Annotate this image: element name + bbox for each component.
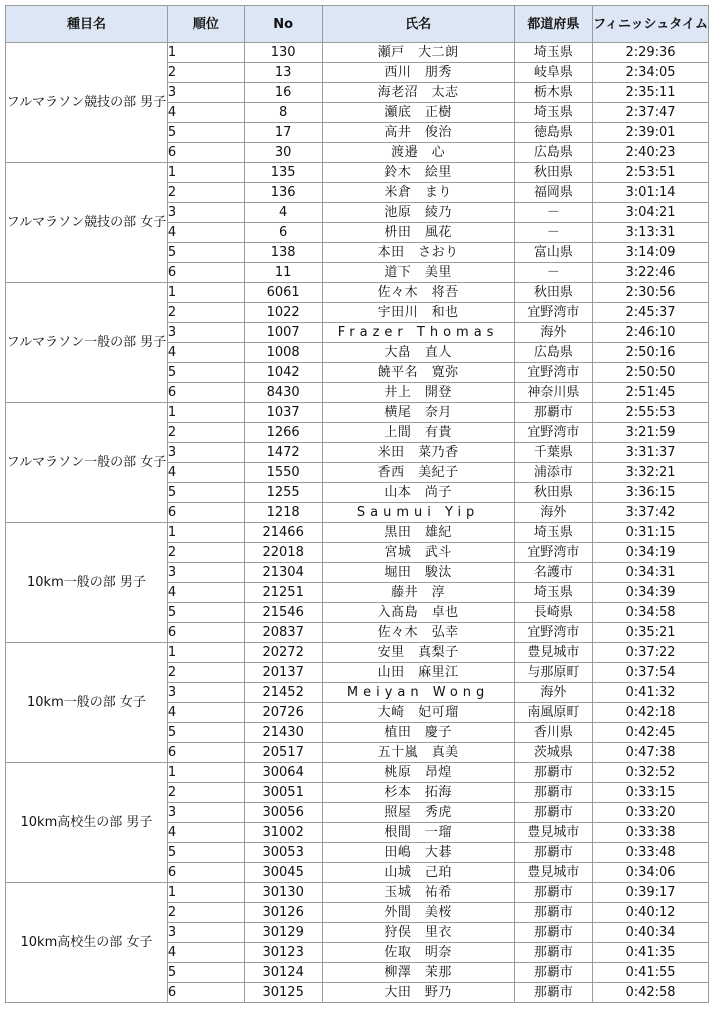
rank-cell: 2 <box>167 783 244 803</box>
rank-cell: 1 <box>167 283 244 303</box>
name-cell: 佐々木 将吾 <box>322 283 514 303</box>
rank-cell: 3 <box>167 443 244 463</box>
name-cell: 山本 尚子 <box>322 483 514 503</box>
number-cell: 21466 <box>244 523 322 543</box>
finish-time-cell: 2:29:36 <box>593 43 709 63</box>
number-cell: 1472 <box>244 443 322 463</box>
prefecture-cell: 那覇市 <box>514 763 592 783</box>
number-cell: 1007 <box>244 323 322 343</box>
number-cell: 21452 <box>244 683 322 703</box>
finish-time-cell: 2:39:01 <box>593 123 709 143</box>
prefecture-cell: 富山県 <box>514 243 592 263</box>
number-cell: 30056 <box>244 803 322 823</box>
prefecture-cell: 豊見城市 <box>514 863 592 883</box>
name-cell: 大田 野乃 <box>322 983 514 1003</box>
name-cell: 田嶋 大碁 <box>322 843 514 863</box>
name-cell: 枡田 風花 <box>322 223 514 243</box>
table-row <box>6 43 709 63</box>
rank-cell: 6 <box>167 863 244 883</box>
finish-time-cell: 0:34:58 <box>593 603 709 623</box>
name-cell: 植田 慶子 <box>322 723 514 743</box>
finish-time-cell: 3:21:59 <box>593 423 709 443</box>
rank-cell: 3 <box>167 203 244 223</box>
finish-time-cell: 0:31:15 <box>593 523 709 543</box>
name-cell: 佐取 明奈 <box>322 943 514 963</box>
number-cell: 20137 <box>244 663 322 683</box>
finish-time-cell: 0:34:06 <box>593 863 709 883</box>
rank-cell: 5 <box>167 123 244 143</box>
number-cell: 136 <box>244 183 322 203</box>
finish-time-cell: 0:34:19 <box>593 543 709 563</box>
number-cell: 1255 <box>244 483 322 503</box>
rank-cell: 5 <box>167 963 244 983</box>
rank-cell: 5 <box>167 603 244 623</box>
rank-cell: 2 <box>167 303 244 323</box>
number-cell: 30053 <box>244 843 322 863</box>
rank-cell: 2 <box>167 63 244 83</box>
rank-cell: 5 <box>167 723 244 743</box>
prefecture-cell: 宜野湾市 <box>514 423 592 443</box>
name-cell: 狩俣 里衣 <box>322 923 514 943</box>
name-cell: Saumui Yip <box>322 503 514 523</box>
finish-time-cell: 0:42:45 <box>593 723 709 743</box>
name-cell: Frazer Thomas <box>322 323 514 343</box>
header-category: 種目名 <box>6 6 168 43</box>
results-body <box>6 43 709 1003</box>
finish-time-cell: 3:31:37 <box>593 443 709 463</box>
rank-cell: 2 <box>167 903 244 923</box>
name-cell: 海老沼 太志 <box>322 83 514 103</box>
rank-cell: 1 <box>167 763 244 783</box>
header-finish-time: フィニッシュタイム <box>593 6 709 43</box>
prefecture-cell: 栃木県 <box>514 83 592 103</box>
finish-time-cell: 2:35:11 <box>593 83 709 103</box>
number-cell: 135 <box>244 163 322 183</box>
header-name: 氏名 <box>322 6 514 43</box>
prefecture-cell: 神奈川県 <box>514 383 592 403</box>
rank-cell: 2 <box>167 663 244 683</box>
header-rank: 順位 <box>167 6 244 43</box>
category-name: フルマラソン一般の部 女子 <box>6 403 168 523</box>
finish-time-cell: 2:53:51 <box>593 163 709 183</box>
prefecture-cell: 香川県 <box>514 723 592 743</box>
name-cell: 杉本 拓海 <box>322 783 514 803</box>
prefecture-cell: 広島県 <box>514 143 592 163</box>
number-cell: 6 <box>244 223 322 243</box>
number-cell: 8 <box>244 103 322 123</box>
rank-cell: 4 <box>167 103 244 123</box>
rank-cell: 3 <box>167 803 244 823</box>
rank-cell: 5 <box>167 483 244 503</box>
number-cell: 30 <box>244 143 322 163</box>
number-cell: 30125 <box>244 983 322 1003</box>
rank-cell: 1 <box>167 523 244 543</box>
rank-cell: 6 <box>167 503 244 523</box>
name-cell: 佐々木 弘幸 <box>322 623 514 643</box>
prefecture-cell: 徳島県 <box>514 123 592 143</box>
table-row <box>6 643 709 663</box>
number-cell: 1266 <box>244 423 322 443</box>
prefecture-cell: 海外 <box>514 323 592 343</box>
table-row <box>6 763 709 783</box>
rank-cell: 1 <box>167 43 244 63</box>
finish-time-cell: 0:39:17 <box>593 883 709 903</box>
rank-cell: 4 <box>167 463 244 483</box>
name-cell: 渡邉 心 <box>322 143 514 163</box>
number-cell: 30123 <box>244 943 322 963</box>
prefecture-cell: 宜野湾市 <box>514 363 592 383</box>
prefecture-cell: 那覇市 <box>514 843 592 863</box>
finish-time-cell: 2:51:45 <box>593 383 709 403</box>
number-cell: 17 <box>244 123 322 143</box>
category-name: 10km高校生の部 女子 <box>6 883 168 1003</box>
name-cell: 大崎 妃可瑠 <box>322 703 514 723</box>
name-cell: 香西 美紀子 <box>322 463 514 483</box>
name-cell: 瀬戸 大二朗 <box>322 43 514 63</box>
finish-time-cell: 2:55:53 <box>593 403 709 423</box>
number-cell: 8430 <box>244 383 322 403</box>
prefecture-cell: 秋田県 <box>514 283 592 303</box>
rank-cell: 4 <box>167 703 244 723</box>
finish-time-cell: 2:45:37 <box>593 303 709 323</box>
name-cell: 入髙島 卓也 <box>322 603 514 623</box>
name-cell: 照屋 秀虎 <box>322 803 514 823</box>
prefecture-cell: 那覇市 <box>514 403 592 423</box>
name-cell: 上間 有貴 <box>322 423 514 443</box>
rank-cell: 2 <box>167 423 244 443</box>
finish-time-cell: 3:01:14 <box>593 183 709 203</box>
prefecture-cell: 那覇市 <box>514 883 592 903</box>
finish-time-cell: 3:13:31 <box>593 223 709 243</box>
prefecture-cell: 与那原町 <box>514 663 592 683</box>
finish-time-cell: 0:35:21 <box>593 623 709 643</box>
prefecture-cell: 茨城県 <box>514 743 592 763</box>
finish-time-cell: 0:42:58 <box>593 983 709 1003</box>
rank-cell: 6 <box>167 983 244 1003</box>
name-cell: 本田 さおり <box>322 243 514 263</box>
finish-time-cell: 0:47:38 <box>593 743 709 763</box>
number-cell: 22018 <box>244 543 322 563</box>
prefecture-cell: 那覇市 <box>514 803 592 823</box>
number-cell: 30126 <box>244 903 322 923</box>
finish-time-cell: 0:33:48 <box>593 843 709 863</box>
number-cell: 31002 <box>244 823 322 843</box>
finish-time-cell: 0:41:32 <box>593 683 709 703</box>
number-cell: 20272 <box>244 643 322 663</box>
finish-time-cell: 0:32:52 <box>593 763 709 783</box>
prefecture-cell: － <box>514 223 592 243</box>
finish-time-cell: 2:37:47 <box>593 103 709 123</box>
name-cell: 黒田 雄紀 <box>322 523 514 543</box>
table-row <box>6 523 709 543</box>
number-cell: 1008 <box>244 343 322 363</box>
number-cell: 11 <box>244 263 322 283</box>
prefecture-cell: 南風原町 <box>514 703 592 723</box>
name-cell: 米倉 まり <box>322 183 514 203</box>
prefecture-cell: 那覇市 <box>514 923 592 943</box>
number-cell: 21304 <box>244 563 322 583</box>
finish-time-cell: 0:34:39 <box>593 583 709 603</box>
finish-time-cell: 3:14:09 <box>593 243 709 263</box>
name-cell: 外間 美桜 <box>322 903 514 923</box>
number-cell: 1042 <box>244 363 322 383</box>
prefecture-cell: 豊見城市 <box>514 823 592 843</box>
name-cell: 高井 俊治 <box>322 123 514 143</box>
number-cell: 20517 <box>244 743 322 763</box>
number-cell: 30045 <box>244 863 322 883</box>
name-cell: 藤井 淳 <box>322 583 514 603</box>
number-cell: 13 <box>244 63 322 83</box>
name-cell: 桃原 昂煌 <box>322 763 514 783</box>
finish-time-cell: 0:40:34 <box>593 923 709 943</box>
rank-cell: 2 <box>167 183 244 203</box>
finish-time-cell: 2:34:05 <box>593 63 709 83</box>
finish-time-cell: 2:50:50 <box>593 363 709 383</box>
prefecture-cell: 秋田県 <box>514 163 592 183</box>
number-cell: 138 <box>244 243 322 263</box>
prefecture-cell: 海外 <box>514 683 592 703</box>
number-cell: 130 <box>244 43 322 63</box>
name-cell: 道下 美里 <box>322 263 514 283</box>
finish-time-cell: 2:50:16 <box>593 343 709 363</box>
prefecture-cell: 宜野湾市 <box>514 623 592 643</box>
header-prefecture: 都道府県 <box>514 6 592 43</box>
number-cell: 30129 <box>244 923 322 943</box>
rank-cell: 6 <box>167 263 244 283</box>
rank-cell: 3 <box>167 923 244 943</box>
rank-cell: 5 <box>167 843 244 863</box>
finish-time-cell: 3:37:42 <box>593 503 709 523</box>
category-name: フルマラソン競技の部 男子 <box>6 43 168 163</box>
prefecture-cell: 広島県 <box>514 343 592 363</box>
number-cell: 30130 <box>244 883 322 903</box>
number-cell: 1550 <box>244 463 322 483</box>
rank-cell: 3 <box>167 323 244 343</box>
rank-cell: 3 <box>167 83 244 103</box>
name-cell: 饒平名 寛弥 <box>322 363 514 383</box>
finish-time-cell: 0:34:31 <box>593 563 709 583</box>
number-cell: 30124 <box>244 963 322 983</box>
prefecture-cell: 岐阜県 <box>514 63 592 83</box>
header-row <box>6 6 709 43</box>
name-cell: 安里 真梨子 <box>322 643 514 663</box>
number-cell: 30064 <box>244 763 322 783</box>
results-table <box>5 5 709 1003</box>
prefecture-cell: 埼玉県 <box>514 523 592 543</box>
category-name: 10km一般の部 女子 <box>6 643 168 763</box>
name-cell: 五十嵐 真美 <box>322 743 514 763</box>
number-cell: 4 <box>244 203 322 223</box>
category-name: 10km高校生の部 男子 <box>6 763 168 883</box>
name-cell: 大畠 直人 <box>322 343 514 363</box>
finish-time-cell: 0:40:12 <box>593 903 709 923</box>
finish-time-cell: 3:32:21 <box>593 463 709 483</box>
finish-time-cell: 3:36:15 <box>593 483 709 503</box>
category-name: フルマラソン競技の部 女子 <box>6 163 168 283</box>
rank-cell: 6 <box>167 623 244 643</box>
finish-time-cell: 0:33:20 <box>593 803 709 823</box>
finish-time-cell: 3:22:46 <box>593 263 709 283</box>
finish-time-cell: 0:33:15 <box>593 783 709 803</box>
prefecture-cell: 那覇市 <box>514 983 592 1003</box>
finish-time-cell: 0:41:35 <box>593 943 709 963</box>
rank-cell: 1 <box>167 643 244 663</box>
prefecture-cell: 那覇市 <box>514 903 592 923</box>
table-row <box>6 283 709 303</box>
rank-cell: 2 <box>167 543 244 563</box>
rank-cell: 1 <box>167 403 244 423</box>
name-cell: 山田 麻里江 <box>322 663 514 683</box>
category-name: フルマラソン一般の部 男子 <box>6 283 168 403</box>
finish-time-cell: 2:46:10 <box>593 323 709 343</box>
prefecture-cell: 秋田県 <box>514 483 592 503</box>
prefecture-cell: － <box>514 263 592 283</box>
prefecture-cell: 長崎県 <box>514 603 592 623</box>
rank-cell: 5 <box>167 243 244 263</box>
prefecture-cell: 浦添市 <box>514 463 592 483</box>
rank-cell: 3 <box>167 563 244 583</box>
prefecture-cell: 埼玉県 <box>514 43 592 63</box>
finish-time-cell: 3:04:21 <box>593 203 709 223</box>
name-cell: 堀田 駿汰 <box>322 563 514 583</box>
finish-time-cell: 2:30:56 <box>593 283 709 303</box>
number-cell: 20726 <box>244 703 322 723</box>
number-cell: 21430 <box>244 723 322 743</box>
rank-cell: 3 <box>167 683 244 703</box>
rank-cell: 1 <box>167 883 244 903</box>
number-cell: 20837 <box>244 623 322 643</box>
prefecture-cell: 埼玉県 <box>514 583 592 603</box>
finish-time-cell: 0:37:22 <box>593 643 709 663</box>
number-cell: 21251 <box>244 583 322 603</box>
rank-cell: 4 <box>167 343 244 363</box>
name-cell: Meiyan Wong <box>322 683 514 703</box>
name-cell: 柳澤 茉那 <box>322 963 514 983</box>
number-cell: 30051 <box>244 783 322 803</box>
prefecture-cell: 福岡県 <box>514 183 592 203</box>
name-cell: 宇田川 和也 <box>322 303 514 323</box>
name-cell: 瀬底 正樹 <box>322 103 514 123</box>
name-cell: 鈴木 絵里 <box>322 163 514 183</box>
category-name: 10km一般の部 男子 <box>6 523 168 643</box>
name-cell: 横尾 奈月 <box>322 403 514 423</box>
number-cell: 21546 <box>244 603 322 623</box>
prefecture-cell: 宜野湾市 <box>514 543 592 563</box>
rank-cell: 1 <box>167 163 244 183</box>
name-cell: 米田 菜乃香 <box>322 443 514 463</box>
name-cell: 井上 開登 <box>322 383 514 403</box>
number-cell: 6061 <box>244 283 322 303</box>
number-cell: 1022 <box>244 303 322 323</box>
prefecture-cell: 名護市 <box>514 563 592 583</box>
number-cell: 1218 <box>244 503 322 523</box>
name-cell: 玉城 祐希 <box>322 883 514 903</box>
name-cell: 山城 己珀 <box>322 863 514 883</box>
table-row <box>6 883 709 903</box>
name-cell: 根間 一瑠 <box>322 823 514 843</box>
prefecture-cell: 宜野湾市 <box>514 303 592 323</box>
number-cell: 1037 <box>244 403 322 423</box>
prefecture-cell: 千葉県 <box>514 443 592 463</box>
name-cell: 池原 綾乃 <box>322 203 514 223</box>
prefecture-cell: 那覇市 <box>514 963 592 983</box>
rank-cell: 4 <box>167 943 244 963</box>
table-row <box>6 403 709 423</box>
finish-time-cell: 0:33:38 <box>593 823 709 843</box>
prefecture-cell: 埼玉県 <box>514 103 592 123</box>
table-row <box>6 163 709 183</box>
finish-time-cell: 2:40:23 <box>593 143 709 163</box>
rank-cell: 6 <box>167 143 244 163</box>
name-cell: 宮城 武斗 <box>322 543 514 563</box>
rank-cell: 5 <box>167 363 244 383</box>
rank-cell: 4 <box>167 823 244 843</box>
rank-cell: 6 <box>167 383 244 403</box>
finish-time-cell: 0:42:18 <box>593 703 709 723</box>
name-cell: 西川 朋秀 <box>322 63 514 83</box>
rank-cell: 6 <box>167 743 244 763</box>
prefecture-cell: 豊見城市 <box>514 643 592 663</box>
finish-time-cell: 0:37:54 <box>593 663 709 683</box>
finish-time-cell: 0:41:55 <box>593 963 709 983</box>
rank-cell: 4 <box>167 223 244 243</box>
number-cell: 16 <box>244 83 322 103</box>
prefecture-cell: 那覇市 <box>514 783 592 803</box>
header-number: No <box>244 6 322 43</box>
prefecture-cell: 海外 <box>514 503 592 523</box>
prefecture-cell: － <box>514 203 592 223</box>
prefecture-cell: 那覇市 <box>514 943 592 963</box>
rank-cell: 4 <box>167 583 244 603</box>
